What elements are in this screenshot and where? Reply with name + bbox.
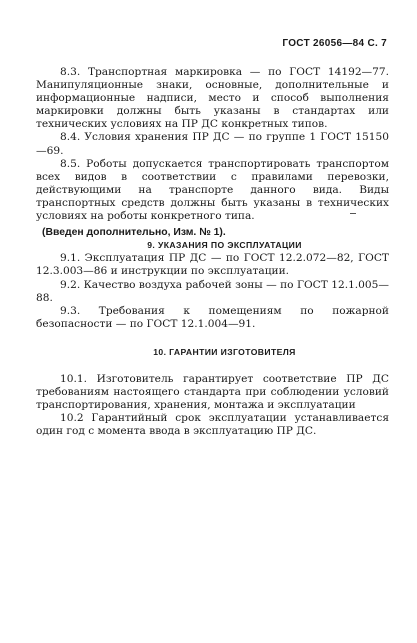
paragraph-9-2: 9.2. Качество воздуха рабочей зоны — по ГОСТ 12.1.005—88. bbox=[36, 278, 389, 304]
amendment-note: (Введен дополнительно, Изм. № 1). bbox=[42, 227, 226, 239]
page-header: ГОСТ 26056—84 С. 7 bbox=[282, 38, 387, 49]
section-9-heading: 9. УКАЗАНИЯ ПО ЭКСПЛУАТАЦИИ bbox=[147, 240, 302, 251]
section-10-heading: 10. ГАРАНТИИ ИЗГОТОВИТЕЛЯ bbox=[153, 346, 296, 357]
margin-mark bbox=[350, 213, 356, 214]
paragraph-8-3: 8.3. Транспортная маркировка — по ГОСТ 14192—77. Манипуляционные знаки, основные, дополнительные и информационные надписи, место и способ выполнения маркировки должны быть указаны в стандартах или технических условиях на ПР ДС конкретных типов. bbox=[36, 66, 389, 131]
paragraph-10-2: 10.2 Гарантийный срок эксплуатации устанавливается один год с момента ввода в эксплуатацию ПР ДС. bbox=[36, 412, 389, 438]
paragraph-9-1: 9.1. Эксплуатация ПР ДС — по ГОСТ 12.2.072—82, ГОСТ 12.3.003—86 и инструкции по эксплуатации. bbox=[36, 252, 389, 278]
paragraph-8-4: 8.4. Условия хранения ПР ДС — по группе 1 ГОСТ 15150—69. bbox=[36, 131, 389, 157]
paragraph-8-5: 8.5. Роботы допускается транспортировать транспортом всех видов в соответствии с правилами перевозки, действующими на транспорте данного вида. Виды транспортных средств должны быть указаны в технических условиях на роботы конкретного типа. bbox=[36, 157, 389, 223]
paragraph-9-3: 9.3. Требования к помещениям по пожарной безопасности — по ГОСТ 12.1.004—91. bbox=[36, 304, 389, 330]
paragraph-10-1: 10.1. Изготовитель гарантирует соответствие ПР ДС требованиям настоящего стандарта при соблюдении условий транспортирования, хранения, монтажа и эксплуатации bbox=[36, 372, 389, 412]
document-body bbox=[36, 66, 389, 438]
